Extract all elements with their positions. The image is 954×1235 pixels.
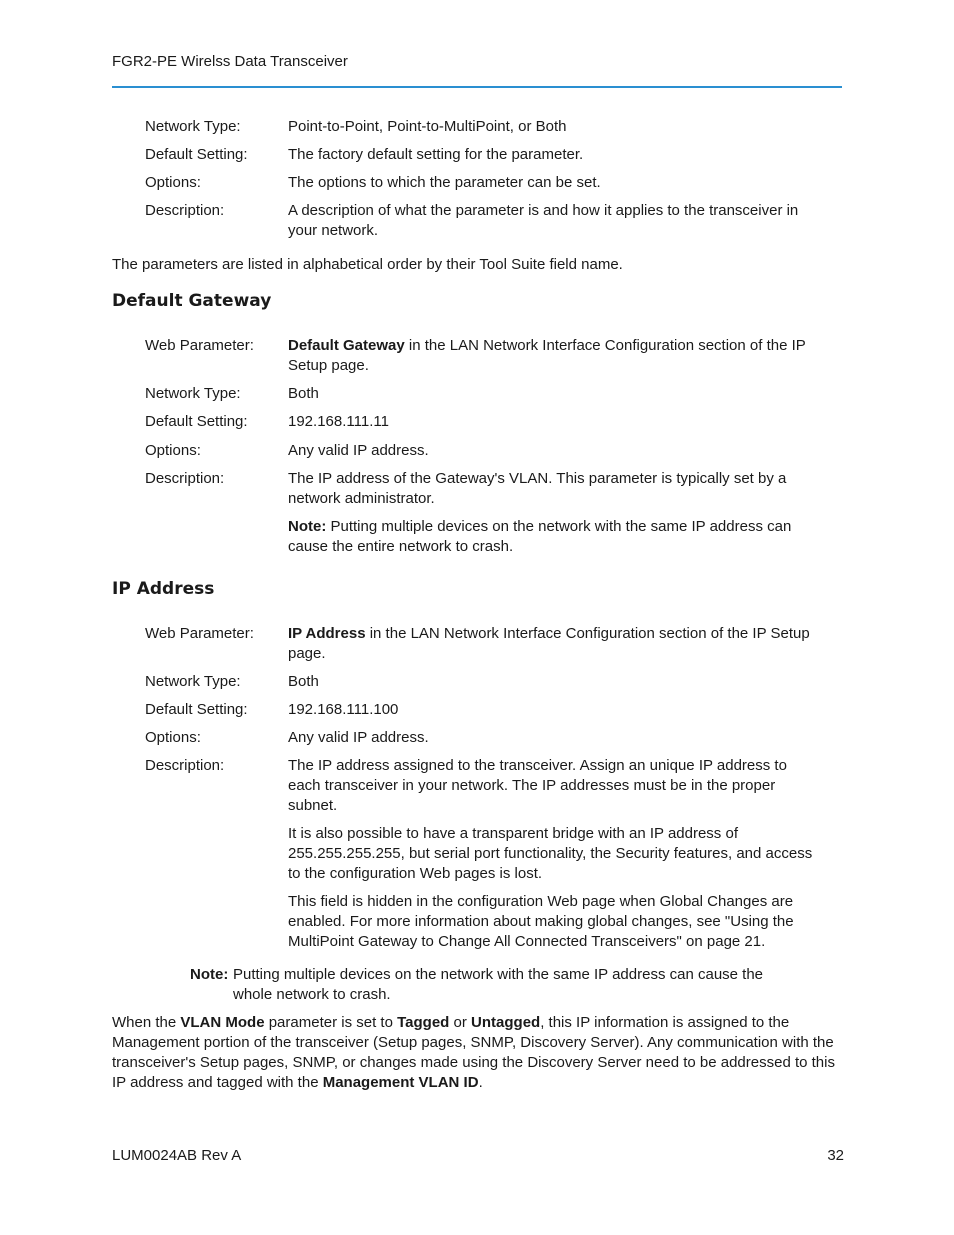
text-run: or [449, 1014, 472, 1031]
description-note [288, 517, 813, 557]
section-heading-ip-address: IP Address [112, 579, 215, 599]
footer-page-number: 32 [827, 1147, 844, 1164]
bold-term: VLAN Mode [180, 1014, 265, 1031]
bold-term: Untagged [471, 1014, 541, 1031]
bold-term: Tagged [397, 1014, 450, 1031]
field-value: Any valid IP address. [288, 442, 429, 459]
header-rule [112, 86, 842, 88]
web-parameter-location: in the LAN Network Interface Configuration section of the IP Setup page. [288, 337, 806, 374]
note-text: Putting multiple devices on the network with the same IP address can cause the entire network to crash. [288, 518, 792, 555]
field-label: Description: [145, 202, 225, 219]
note-text: Putting multiple devices on the network with the same IP address can cause the whole network to crash. [233, 966, 764, 1003]
field-label: Options: [145, 174, 201, 191]
field-value [288, 756, 813, 960]
text-run: , this IP information is assigned to the Management portion of the transceiver (Setup pages, SNMP, Discovery Server). Any communication with the transceiver's Setup pages, SNMP, or changes made using the Discovery Server need to be addressed to this IP address and tagged with the [112, 1014, 835, 1091]
intro-paragraph: The parameters are listed in alphabetical order by their Tool Suite field name. [112, 256, 623, 273]
field-label: Description: [145, 470, 225, 487]
web-parameter-name: IP Address [288, 625, 366, 642]
field-label: Options: [145, 729, 201, 746]
text-run: . [478, 1074, 483, 1091]
running-header: FGR2-PE Wirelss Data Transceiver [112, 53, 348, 70]
field-label: Network Type: [145, 118, 241, 135]
field-label: Default Setting: [145, 146, 248, 163]
field-label: Default Setting: [145, 413, 248, 430]
field-label: Network Type: [145, 673, 241, 690]
description-paragraph: It is also possible to have a transparent bridge with an IP address of 255.255.255.255, but serial port functionality, the Security features, and access to the configuration Web pages is lost. [288, 825, 813, 882]
field-value [288, 336, 813, 376]
field-value [288, 624, 813, 664]
field-label: Web Parameter: [145, 625, 254, 642]
field-value: The options to which the parameter can be set. [288, 174, 601, 191]
field-value [288, 469, 813, 565]
web-parameter-location: in the LAN Network Interface Configuration section of the IP Setup page. [288, 625, 810, 662]
text-run: When the [112, 1014, 181, 1031]
field-label: Web Parameter: [145, 337, 254, 354]
field-value: The factory default setting for the parameter. [288, 146, 584, 163]
field-label: Options: [145, 442, 201, 459]
field-value: A description of what the parameter is and how it applies to the transceiver in your network. [288, 202, 799, 239]
field-label: Default Setting: [145, 701, 248, 718]
note-label: Note: [288, 518, 327, 535]
field-value: Both [288, 673, 319, 690]
vlan-mode-paragraph [112, 1013, 847, 1093]
field-label: Network Type: [145, 385, 241, 402]
web-parameter-name: Default Gateway [288, 337, 405, 354]
bold-term: Management VLAN ID [322, 1074, 479, 1091]
field-value: 192.168.111.11 [288, 413, 389, 430]
field-value: Any valid IP address. [288, 729, 429, 746]
note-label: Note: [190, 966, 229, 983]
description-text: The IP address of the Gateway's VLAN. This parameter is typically set by a network administrator. [288, 470, 787, 507]
text-run: parameter is set to [264, 1014, 398, 1031]
description-paragraph: The IP address assigned to the transceiver. Assign an unique IP address to each transceiver in your network. The IP addresses must be in the proper subnet. [288, 757, 787, 814]
section-heading-default-gateway: Default Gateway [112, 291, 272, 311]
field-value: Point-to-Point, Point-to-MultiPoint, or Both [288, 118, 567, 135]
field-value: 192.168.111.100 [288, 701, 399, 718]
field-value: Both [288, 385, 319, 402]
footer-doc-id: LUM0024AB Rev A [112, 1147, 242, 1164]
description-paragraph: This field is hidden in the configuration Web page when Global Changes are enabled. For more information about making global changes, see "Using the MultiPoint Gateway to Change All Connected Transceivers" on page 21. [288, 893, 794, 950]
field-label: Description: [145, 757, 225, 774]
